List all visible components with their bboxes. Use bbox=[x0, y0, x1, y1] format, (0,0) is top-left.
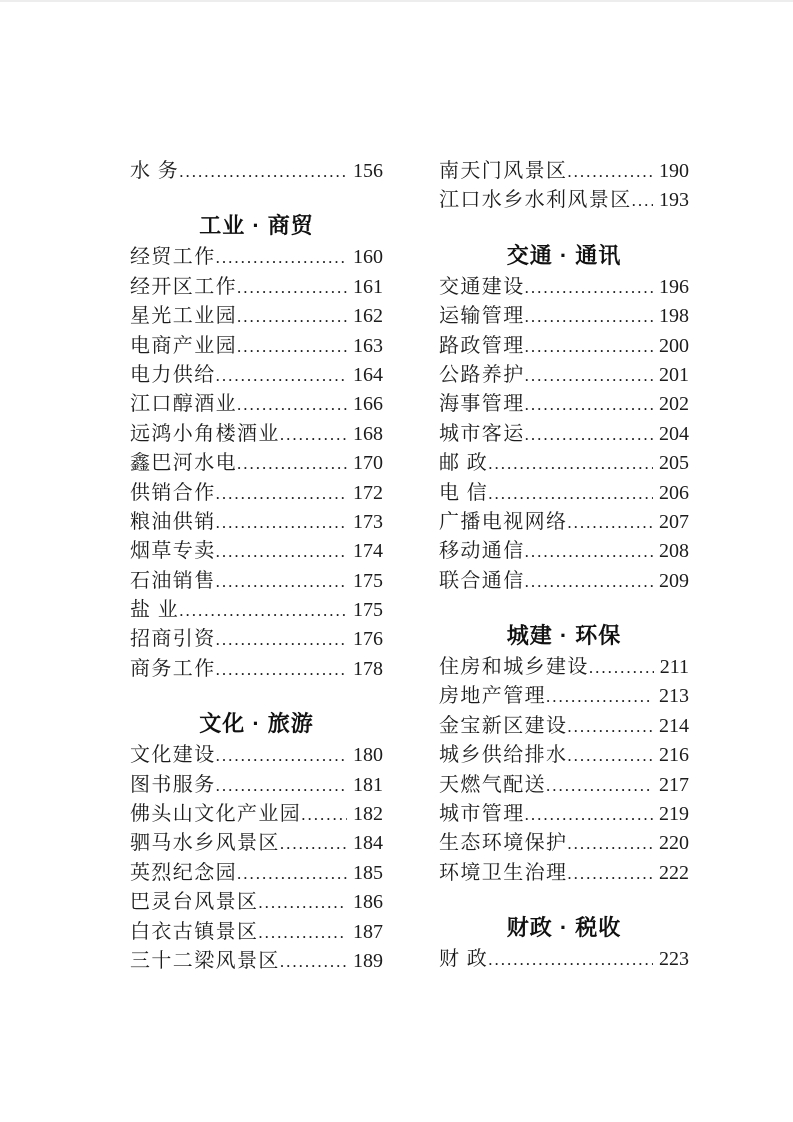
toc-entry-title: 粮油供销 bbox=[130, 510, 216, 533]
toc-entry-page: 189 bbox=[353, 949, 383, 972]
toc-entry bbox=[439, 449, 689, 478]
section-header: 工业 · 商贸 bbox=[199, 213, 314, 239]
toc-entry-title: 生态环境保护 bbox=[439, 832, 568, 855]
dot-leader bbox=[525, 567, 653, 596]
toc-entry-title: 盐 业 bbox=[130, 599, 180, 622]
toc-entry-page: 223 bbox=[659, 948, 689, 971]
dot-leader bbox=[216, 537, 347, 566]
toc-entry-title: 白衣古镇景区 bbox=[130, 920, 259, 943]
dot-leader bbox=[525, 390, 653, 419]
toc-entry-page: 202 bbox=[659, 393, 689, 416]
section-header: 文化 · 旅游 bbox=[199, 711, 314, 737]
toc-entry bbox=[439, 653, 689, 682]
toc-entry bbox=[439, 945, 689, 974]
toc-entry bbox=[130, 332, 383, 361]
toc-entry-title: 海事管理 bbox=[439, 393, 525, 416]
toc-entry-title: 房地产管理 bbox=[439, 685, 546, 708]
dot-leader bbox=[546, 771, 653, 800]
toc-entry bbox=[439, 508, 689, 537]
dot-leader bbox=[488, 945, 653, 974]
toc-entry bbox=[130, 449, 383, 478]
toc-entry-title: 联合通信 bbox=[439, 569, 525, 592]
toc-entry-page: 186 bbox=[353, 891, 383, 914]
dot-leader bbox=[237, 302, 347, 331]
toc-entry bbox=[439, 390, 689, 419]
section-header: 交通 · 通讯 bbox=[506, 242, 622, 268]
toc-entry-page: 200 bbox=[659, 334, 689, 357]
toc-entry-title: 石油销售 bbox=[130, 569, 216, 592]
dot-leader bbox=[280, 420, 347, 449]
toc-entry-title: 环境卫生治理 bbox=[439, 861, 568, 884]
toc-entry-title: 佛头山文化产业园 bbox=[130, 803, 302, 826]
toc-entry bbox=[439, 682, 689, 711]
dot-leader bbox=[237, 390, 347, 419]
toc-entry-page: 201 bbox=[659, 363, 689, 386]
toc-entry bbox=[439, 741, 689, 770]
dot-leader bbox=[280, 947, 347, 976]
toc-entry-page: 219 bbox=[659, 803, 689, 826]
toc-entry-page: 217 bbox=[659, 773, 689, 796]
toc-entry-title: 图书服务 bbox=[130, 773, 216, 796]
toc-entry-page: 182 bbox=[353, 803, 383, 826]
toc-entry bbox=[130, 771, 383, 800]
toc-entry-title: 商务工作 bbox=[130, 657, 216, 680]
dot-leader bbox=[525, 420, 653, 449]
toc-entry-title: 驷马水乡风景区 bbox=[130, 832, 280, 855]
toc-entry-title: 水 务 bbox=[130, 160, 180, 182]
toc-entry-page: 205 bbox=[659, 452, 689, 475]
toc-column-right bbox=[439, 157, 689, 976]
dot-leader bbox=[216, 655, 347, 684]
dot-leader bbox=[525, 332, 653, 361]
toc-entry-title: 财 政 bbox=[439, 948, 489, 971]
dot-leader bbox=[179, 157, 347, 186]
toc-entry-page: 156 bbox=[353, 160, 383, 182]
dot-leader bbox=[488, 479, 653, 508]
dot-leader bbox=[216, 625, 347, 654]
toc-entry bbox=[130, 859, 383, 888]
toc-entry-page: 209 bbox=[659, 569, 689, 592]
toc-entry bbox=[439, 537, 689, 566]
toc-entry-title: 运输管理 bbox=[439, 305, 525, 328]
toc-entry bbox=[439, 479, 689, 508]
toc-column-left bbox=[130, 157, 383, 976]
toc-entry-page: 184 bbox=[353, 832, 383, 855]
toc-entry-title: 远鸿小角楼酒业 bbox=[130, 422, 280, 445]
toc-entry bbox=[439, 361, 689, 390]
toc-entry bbox=[439, 567, 689, 596]
toc-entry-title: 星光工业园 bbox=[130, 305, 237, 328]
toc-entry bbox=[130, 625, 383, 654]
toc-entry bbox=[439, 829, 689, 858]
dot-leader bbox=[216, 771, 347, 800]
toc-entry bbox=[439, 771, 689, 800]
toc-entry bbox=[130, 390, 383, 419]
toc-entry-title: 巴灵台风景区 bbox=[130, 891, 259, 914]
toc-entry-title: 经贸工作 bbox=[130, 246, 216, 269]
toc-entry bbox=[130, 829, 383, 858]
dot-leader bbox=[237, 859, 347, 888]
section-header: 财政 · 税收 bbox=[506, 915, 622, 941]
toc-entry-title: 招商引资 bbox=[130, 628, 216, 651]
toc-entry-page: 213 bbox=[659, 685, 689, 708]
toc-entry-title: 交通建设 bbox=[439, 275, 525, 298]
toc-entry bbox=[130, 479, 383, 508]
toc-entry-page: 196 bbox=[659, 275, 689, 298]
toc-entry bbox=[130, 302, 383, 331]
toc-entry-page: 220 bbox=[659, 832, 689, 855]
toc-entry bbox=[130, 888, 383, 917]
toc-entry-title: 移动通信 bbox=[439, 540, 525, 563]
dot-leader bbox=[567, 859, 653, 888]
toc-entry-title: 三十二梁风景区 bbox=[130, 949, 280, 972]
toc-entry bbox=[130, 947, 383, 976]
dot-leader bbox=[546, 682, 653, 711]
toc-entry bbox=[439, 712, 689, 741]
dot-leader bbox=[488, 449, 653, 478]
toc-entry bbox=[439, 800, 689, 829]
dot-leader bbox=[567, 712, 653, 741]
dot-leader bbox=[258, 888, 347, 917]
toc-entry-title: 江口醇酒业 bbox=[130, 393, 237, 416]
dot-leader bbox=[567, 741, 653, 770]
toc-entry-title: 路政管理 bbox=[439, 334, 525, 357]
toc-entry-page: 198 bbox=[659, 305, 689, 328]
toc-entry-page: 181 bbox=[353, 773, 383, 796]
toc-entry-page: 163 bbox=[353, 334, 383, 357]
toc-entry-page: 164 bbox=[353, 363, 383, 386]
toc-entry bbox=[439, 420, 689, 449]
toc-entry-page: 168 bbox=[353, 422, 383, 445]
toc-entry-page: 211 bbox=[659, 656, 689, 679]
toc-entry bbox=[439, 157, 689, 186]
toc-entry bbox=[439, 273, 689, 302]
toc-entry-title: 电力供给 bbox=[130, 363, 216, 386]
dot-leader bbox=[216, 361, 347, 390]
toc-entry-page: 187 bbox=[353, 920, 383, 943]
toc-entry bbox=[130, 361, 383, 390]
toc-entry-title: 英烈纪念园 bbox=[130, 861, 237, 884]
toc-entry bbox=[130, 655, 383, 684]
toc-entry-title: 南天门风景区 bbox=[439, 160, 568, 182]
toc-entry bbox=[439, 332, 689, 361]
dot-leader bbox=[237, 273, 347, 302]
toc-entry-title: 电商产业园 bbox=[130, 334, 237, 357]
toc-entry-title: 城乡供给排水 bbox=[439, 744, 568, 767]
dot-leader bbox=[216, 479, 347, 508]
toc-entry-title: 金宝新区建设 bbox=[439, 714, 568, 737]
toc-entry-page: 161 bbox=[353, 275, 383, 298]
toc-entry-title: 住房和城乡建设 bbox=[439, 656, 589, 679]
dot-leader bbox=[525, 800, 653, 829]
toc-entry-page: 208 bbox=[659, 540, 689, 563]
toc-entry-page: 193 bbox=[659, 189, 689, 212]
toc-entry bbox=[130, 243, 383, 272]
toc-entry bbox=[130, 567, 383, 596]
toc-entry bbox=[130, 537, 383, 566]
toc-entry bbox=[439, 859, 689, 888]
dot-leader bbox=[589, 653, 654, 682]
toc-entry-title: 鑫巴河水电 bbox=[130, 452, 237, 475]
toc-entry-page: 166 bbox=[353, 393, 383, 416]
toc-entry bbox=[130, 596, 383, 625]
toc-entry bbox=[130, 918, 383, 947]
dot-leader bbox=[258, 918, 347, 947]
toc-entry-page: 173 bbox=[353, 510, 383, 533]
toc-entry-page: 216 bbox=[659, 744, 689, 767]
section-header: 城建 · 环保 bbox=[506, 623, 622, 649]
toc-entry-title: 城市管理 bbox=[439, 803, 525, 826]
toc-entry bbox=[130, 741, 383, 770]
dot-leader bbox=[525, 302, 653, 331]
dot-leader bbox=[567, 157, 653, 186]
toc-entry-title: 江口水乡水利风景区 bbox=[439, 189, 632, 212]
toc-entry bbox=[130, 157, 383, 186]
dot-leader bbox=[216, 508, 347, 537]
toc-entry-title: 邮 政 bbox=[439, 452, 489, 475]
toc-entry-page: 204 bbox=[659, 422, 689, 445]
toc-entry-page: 180 bbox=[353, 744, 383, 767]
toc-entry bbox=[130, 273, 383, 302]
dot-leader bbox=[525, 537, 653, 566]
toc-entry-page: 170 bbox=[353, 452, 383, 475]
toc-entry-page: 176 bbox=[353, 628, 383, 651]
toc-columns bbox=[130, 157, 689, 976]
toc-entry-page: 174 bbox=[353, 540, 383, 563]
toc-entry-title: 供销合作 bbox=[130, 481, 216, 504]
dot-leader bbox=[216, 243, 347, 272]
toc-entry bbox=[439, 186, 689, 215]
toc-entry-page: 207 bbox=[659, 510, 689, 533]
dot-leader bbox=[567, 829, 653, 858]
toc-entry-page: 185 bbox=[353, 861, 383, 884]
dot-leader bbox=[567, 508, 653, 537]
toc-entry-page: 190 bbox=[659, 160, 689, 182]
toc-entry bbox=[130, 420, 383, 449]
toc-entry-title: 天燃气配送 bbox=[439, 773, 546, 796]
toc-entry-page: 206 bbox=[659, 481, 689, 504]
toc-entry-page: 162 bbox=[353, 305, 383, 328]
dot-leader bbox=[237, 332, 347, 361]
dot-leader bbox=[280, 829, 347, 858]
toc-entry-page: 160 bbox=[353, 246, 383, 269]
toc-entry-title: 公路养护 bbox=[439, 363, 525, 386]
dot-leader bbox=[237, 449, 347, 478]
toc-entry-title: 城市客运 bbox=[439, 422, 525, 445]
toc-entry-title: 经开区工作 bbox=[130, 275, 237, 298]
toc-entry bbox=[130, 508, 383, 537]
dot-leader bbox=[179, 596, 347, 625]
dot-leader bbox=[216, 567, 347, 596]
toc-entry-page: 172 bbox=[353, 481, 383, 504]
toc-entry-title: 文化建设 bbox=[130, 744, 216, 767]
toc-entry bbox=[130, 800, 383, 829]
toc-entry-page: 175 bbox=[353, 599, 383, 622]
toc-entry-page: 214 bbox=[659, 714, 689, 737]
toc-entry-title: 烟草专卖 bbox=[130, 540, 216, 563]
toc-entry-page: 222 bbox=[659, 861, 689, 884]
toc-entry-page: 175 bbox=[353, 569, 383, 592]
toc-entry-title: 广播电视网络 bbox=[439, 510, 568, 533]
dot-leader bbox=[301, 800, 347, 829]
toc-entry-title: 电 信 bbox=[439, 481, 489, 504]
toc-entry bbox=[439, 302, 689, 331]
dot-leader bbox=[632, 186, 653, 215]
dot-leader bbox=[525, 361, 653, 390]
dot-leader bbox=[216, 741, 347, 770]
dot-leader bbox=[525, 273, 653, 302]
toc-entry-page: 178 bbox=[353, 657, 383, 680]
